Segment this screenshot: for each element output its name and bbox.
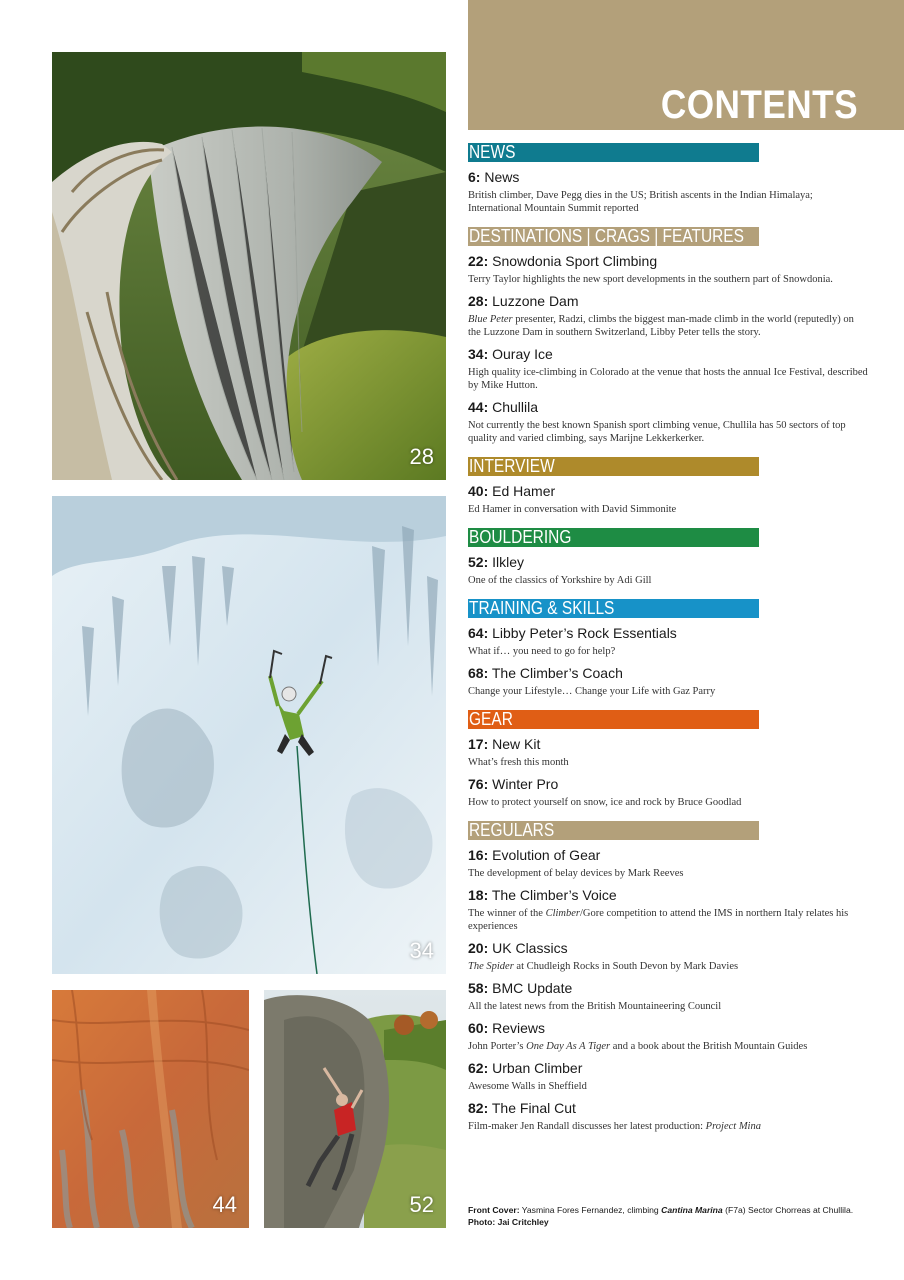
section-header	[468, 710, 759, 729]
front-cover-text: Yasmina Fores Fernandez, climbing	[519, 1205, 662, 1215]
front-cover-caption	[468, 1205, 868, 1228]
entry-page-number: 40:	[468, 483, 489, 499]
entry-description	[468, 366, 868, 392]
section-label: NEWS	[469, 143, 516, 162]
entry-title-text: New Kit	[492, 736, 541, 752]
entry-page-number: 44:	[468, 399, 489, 415]
entry-description	[468, 1080, 868, 1093]
entry-desc-text: Not currently the best known Spanish sport climbing venue, Chullila has 50 sectors of top quality and varied climbing, says Marijne Lekkerkerker.	[468, 420, 846, 444]
entry-description	[468, 313, 868, 339]
entry-desc-text: Change your Lifestyle… Change your Life with Gaz Parry	[468, 686, 716, 697]
photo-page-number: 52	[409, 1192, 434, 1217]
entry-page-number: 34:	[468, 346, 489, 362]
section-label: DESTINATIONS | CRAGS | FEATURES	[469, 227, 744, 246]
front-cover-line	[468, 1205, 868, 1217]
entry-desc-text: at Chudleigh Rocks in South Devon by Mark Davies	[513, 961, 739, 972]
entry-page-number: 62:	[468, 1060, 489, 1076]
entry-desc-text: All the latest news from the British Mountaineering Council	[468, 1001, 722, 1012]
entry-description	[468, 645, 868, 658]
entry-title	[468, 1100, 868, 1117]
front-cover-label: Front Cover:	[468, 1205, 520, 1215]
entry-description	[468, 1000, 868, 1013]
entry-desc-text: How to protect yourself on snow, ice and rock by Bruce Goodlad	[468, 797, 742, 808]
photo-credit: Photo: Jai Critchley	[468, 1216, 549, 1227]
entry-description	[468, 1120, 868, 1133]
entry-title	[468, 1060, 868, 1077]
entry-title	[468, 736, 868, 753]
entry-title-text: The Climber’s Voice	[491, 887, 617, 903]
entry-title-text: Chullila	[492, 399, 539, 415]
contents-entry[interactable]	[468, 1020, 868, 1053]
contents-entry[interactable]	[468, 346, 868, 392]
entry-desc-text: One of the classics of Yorkshire by Adi Gill	[468, 575, 652, 586]
section-header	[468, 457, 759, 476]
entry-page-number: 20:	[468, 940, 489, 956]
entry-desc-text: and a book about the British Mountain Guides	[610, 1041, 808, 1052]
entry-description	[468, 685, 868, 698]
contents-entry[interactable]	[468, 980, 868, 1013]
section-label: BOULDERING	[469, 528, 572, 547]
contents-entry[interactable]	[468, 665, 868, 698]
entry-title-text: Ouray Ice	[492, 346, 553, 362]
section-header	[468, 143, 759, 162]
entry-title	[468, 847, 868, 864]
entry-title-text: Ilkley	[492, 554, 525, 570]
entry-title-text: Snowdonia Sport Climbing	[492, 253, 658, 269]
front-cover-route: Cantina Marina	[661, 1205, 723, 1215]
photo-page-number: 44	[212, 1192, 237, 1217]
entry-description	[468, 574, 868, 587]
entry-desc-text: /Gore competition to attend the IMS in northern Italy relates his experiences	[468, 908, 849, 932]
entry-title-text: BMC Update	[492, 980, 573, 996]
entry-title	[468, 483, 868, 500]
contents-entry[interactable]	[468, 1100, 868, 1133]
entry-description	[468, 867, 868, 880]
section-label: INTERVIEW	[469, 457, 555, 476]
photo-chullila-rock	[52, 990, 249, 1228]
entry-title-text: News	[484, 169, 520, 185]
contents-entry[interactable]	[468, 940, 868, 973]
contents-entry[interactable]	[468, 887, 868, 933]
entry-desc-pre: Film-maker Jen Randall discusses her latest production:	[468, 1121, 706, 1132]
entry-title-text: Libby Peter’s Rock Essentials	[492, 625, 677, 641]
entry-page-number: 68:	[468, 665, 489, 681]
entry-title-text: Ed Hamer	[492, 483, 556, 499]
entry-description	[468, 756, 868, 769]
entry-page-number: 18:	[468, 887, 489, 903]
entry-title-text: The Climber’s Coach	[491, 665, 623, 681]
contents-entry[interactable]	[468, 399, 868, 445]
entry-page-number: 28:	[468, 293, 489, 309]
entry-title	[468, 625, 868, 642]
entry-desc-pre: John Porter’s	[468, 1041, 527, 1052]
entry-desc-italic: Climber	[545, 908, 580, 919]
photo-ilkley-boulder	[264, 990, 446, 1228]
entry-description	[468, 1040, 868, 1053]
entry-page-number: 64:	[468, 625, 489, 641]
entry-title-text: The Final Cut	[491, 1100, 576, 1116]
entry-desc-text: Awesome Walls in Sheffield	[468, 1081, 587, 1092]
entry-page-number: 6:	[468, 169, 481, 185]
entry-desc-italic: The Spider	[468, 961, 514, 972]
entry-title	[468, 940, 868, 957]
entry-desc-text: British climber, Dave Pegg dies in the US; British ascents in the Indian Himalaya; International Mountain Summit reported	[468, 190, 813, 214]
entry-desc-italic: One Day As A Tiger	[526, 1041, 611, 1052]
entry-desc-italic: Blue Peter	[468, 314, 513, 325]
contents-entry[interactable]	[468, 293, 868, 339]
section-header	[468, 599, 759, 618]
entry-description	[468, 273, 868, 286]
entry-title-text: Winter Pro	[492, 776, 559, 792]
entry-page-number: 16:	[468, 847, 489, 863]
entry-desc-text: presenter, Radzi, climbs the biggest man-made climb in the world (reputedly) on the Luzzone Dam in southern Switzerland, Libby Peter tells the story.	[468, 314, 854, 338]
entry-page-number: 22:	[468, 253, 489, 269]
entry-title	[468, 887, 868, 904]
photo-luzzone-dam	[52, 52, 446, 480]
entry-title	[468, 253, 868, 270]
ice-climber-illustration	[52, 496, 446, 974]
contents-entry[interactable]	[468, 776, 868, 809]
dam-illustration	[52, 52, 446, 480]
contents-header-band	[468, 0, 904, 130]
front-cover-text-post: (F7a) Sector Chorreas at Chullila.	[722, 1205, 854, 1215]
entry-page-number: 52:	[468, 554, 489, 570]
entry-desc-text: Terry Taylor highlights the new sport developments in the southern part of Snowdonia.	[468, 274, 833, 285]
entry-page-number: 58:	[468, 980, 489, 996]
entry-title	[468, 776, 868, 793]
entry-title	[468, 665, 868, 682]
entry-title-text: UK Classics	[492, 940, 568, 956]
contents-entry[interactable]	[468, 736, 868, 769]
section-label: REGULARS	[469, 821, 555, 840]
entry-description	[468, 796, 868, 809]
photo-ouray-ice	[52, 496, 446, 974]
entry-desc-text: High quality ice-climbing in Colorado at the venue that hosts the annual Ice Festival, described by Mike Hutton.	[468, 367, 868, 391]
entry-description	[468, 960, 868, 973]
entry-title	[468, 1020, 868, 1037]
contents-entry[interactable]	[468, 625, 868, 658]
photo-page-number: 28	[409, 444, 434, 469]
entry-page-number: 82:	[468, 1100, 489, 1116]
entry-desc-text: What’s fresh this month	[468, 757, 569, 768]
entry-page-number: 76:	[468, 776, 489, 792]
contents-entry[interactable]	[468, 847, 868, 880]
page-title: CONTENTS	[660, 83, 858, 127]
section-label: TRAINING & SKILLS	[469, 599, 615, 618]
entry-desc-text: Ed Hamer in conversation with David Simmonite	[468, 504, 677, 515]
section-label: GEAR	[469, 710, 513, 729]
entry-description	[468, 907, 868, 933]
entry-title	[468, 554, 868, 571]
entry-desc-text: The development of belay devices by Mark Reeves	[468, 868, 684, 879]
entry-description	[468, 189, 868, 215]
contents-list	[468, 143, 868, 1133]
entry-title	[468, 169, 868, 186]
entry-title-text: Urban Climber	[492, 1060, 583, 1076]
entry-description	[468, 503, 868, 516]
contents-entry[interactable]	[468, 253, 868, 286]
section-header	[468, 821, 759, 840]
entry-title-text: Reviews	[492, 1020, 546, 1036]
entry-title-text: Luzzone Dam	[492, 293, 579, 309]
entry-desc-pre: The winner of the	[468, 908, 546, 919]
entry-page-number: 60:	[468, 1020, 489, 1036]
photo-page-number: 34	[409, 938, 434, 963]
section-header	[468, 227, 759, 246]
entry-desc-text: What if… you need to go for help?	[468, 646, 616, 657]
entry-description	[468, 419, 868, 445]
entry-title	[468, 980, 868, 997]
section-header	[468, 528, 759, 547]
contents-entry[interactable]	[468, 169, 868, 215]
entry-desc-italic: Project Mina	[705, 1121, 761, 1132]
entry-title	[468, 399, 868, 416]
contents-entry[interactable]	[468, 1060, 868, 1093]
contents-entry[interactable]	[468, 483, 868, 516]
entry-title-text: Evolution of Gear	[492, 847, 601, 863]
entry-title	[468, 346, 868, 363]
contents-entry[interactable]	[468, 554, 868, 587]
entry-page-number: 17:	[468, 736, 489, 752]
entry-title	[468, 293, 868, 310]
